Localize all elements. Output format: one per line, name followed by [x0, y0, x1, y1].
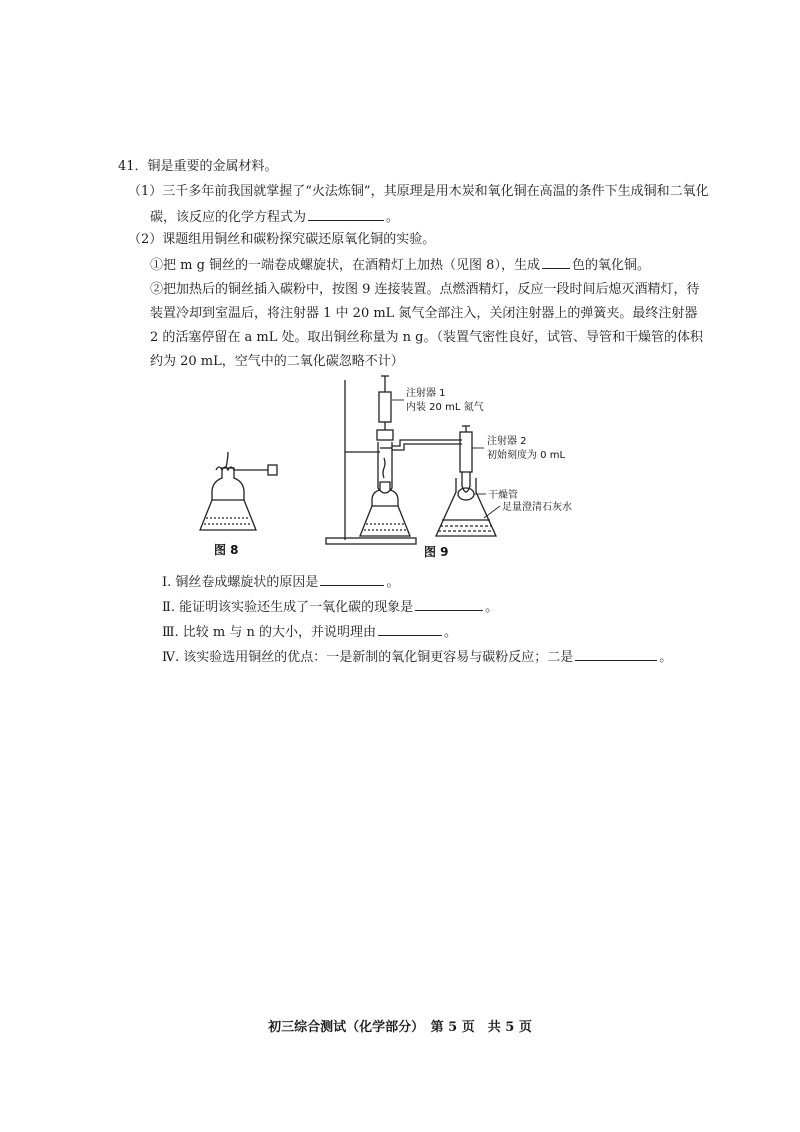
subquestion-2 — [162, 597, 498, 617]
label-limewater: 足量澄清石灰水 — [502, 502, 572, 513]
step1-end: 色的氧化铜。 — [571, 258, 650, 273]
fig9-caption: 图 9 — [424, 545, 449, 559]
fig9-iron-stand — [326, 380, 416, 544]
label-drying-tube: 干燥管 — [488, 490, 518, 501]
answer-blank-q3[interactable] — [378, 622, 442, 636]
label-syringe2-line1: 注射器 2 — [487, 436, 527, 447]
subquestion-1 — [162, 572, 399, 592]
part2-intro: （2）课题组用铜丝和碳粉探究碳还原氧化铜的实验。 — [128, 232, 436, 247]
fig8-alcohol-lamp — [200, 452, 256, 530]
part2-step2-line2: 装置冷却到室温后，将注射器 1 中 20 mL 氮气全部注入，关闭注射器上的弹簧夹。最终注射器 — [150, 306, 698, 321]
answer-blank-q1[interactable] — [320, 572, 384, 586]
fig8-caption: 图 8 — [214, 543, 239, 557]
fig8-copper-wire — [216, 465, 277, 475]
subquestion-3 — [162, 622, 457, 642]
label-syringe2-line2: 初始刻度为 0 mL — [487, 450, 566, 461]
label-syringe1-line1: 注射器 1 — [406, 388, 446, 399]
part2-step2-line1: ②把加热后的铜丝插入碳粉中，按图 9 连接装置。点燃酒精灯，反应一段时间后熄灭酒精灯，待 — [150, 282, 700, 297]
q4-end: 。 — [659, 650, 673, 665]
q2-end: 。 — [485, 600, 499, 615]
answer-blank-q4[interactable] — [575, 647, 657, 661]
answer-blank-q2[interactable] — [415, 597, 483, 611]
subquestion-4 — [162, 647, 672, 667]
label-syringe1-line2: 内装 20 mL 氮气 — [406, 402, 484, 413]
part1-line2-text: 碳，该反应的化学方程式为 — [150, 210, 307, 225]
syringe-2 — [460, 426, 472, 472]
q3-text: Ⅲ. 比较 m 与 n 的大小，并说明理由 — [162, 625, 377, 640]
question-stem: 41．铜是重要的金属材料。 — [118, 159, 278, 174]
apparatus-figure — [0, 370, 800, 570]
answer-blank-color[interactable] — [542, 255, 570, 269]
answer-blank-equation[interactable] — [308, 207, 384, 221]
q3-end: 。 — [444, 625, 458, 640]
fig9-conical-flask — [436, 478, 496, 536]
q1-text: Ⅰ. 铜丝卷成螺旋状的原因是 — [162, 575, 319, 590]
part2-step1 — [150, 255, 650, 275]
part1-line2-end: 。 — [386, 210, 400, 225]
part1-line1: （1）三千多年前我国就掌握了“火法炼铜”，其原理是用木炭和氧化铜在高温的条件下生成铜和二氧化 — [128, 184, 709, 199]
fig9-alcohol-lamp — [360, 482, 410, 536]
drying-tube — [458, 472, 474, 500]
q1-end: 。 — [386, 575, 400, 590]
part2-step2-line4: 约为 20 mL，空气中的二氧化碳忽略不计） — [150, 354, 404, 369]
part1-line2 — [150, 207, 399, 227]
step1-text: ①把 m g 铜丝的一端卷成螺旋状，在酒精灯上加热（见图 8），生成 — [150, 258, 540, 273]
part2-step2-line3: 2 的活塞停留在 a mL 处。取出铜丝称量为 n g。（装置气密性良好，试管、导管和干燥管的体积 — [150, 330, 703, 345]
q4-text: Ⅳ. 该实验选用铜丝的优点：一是新制的氧化铜更容易与碳粉反应；二是 — [162, 650, 574, 665]
page-footer: 初三综合测试（化学部分） 第 5 页 共 5 页 — [268, 1020, 532, 1035]
q2-text: Ⅱ. 能证明该实验还生成了一氧化碳的现象是 — [162, 600, 414, 615]
syringe-1 — [377, 376, 393, 440]
fig9-delivery-tube — [392, 440, 462, 450]
